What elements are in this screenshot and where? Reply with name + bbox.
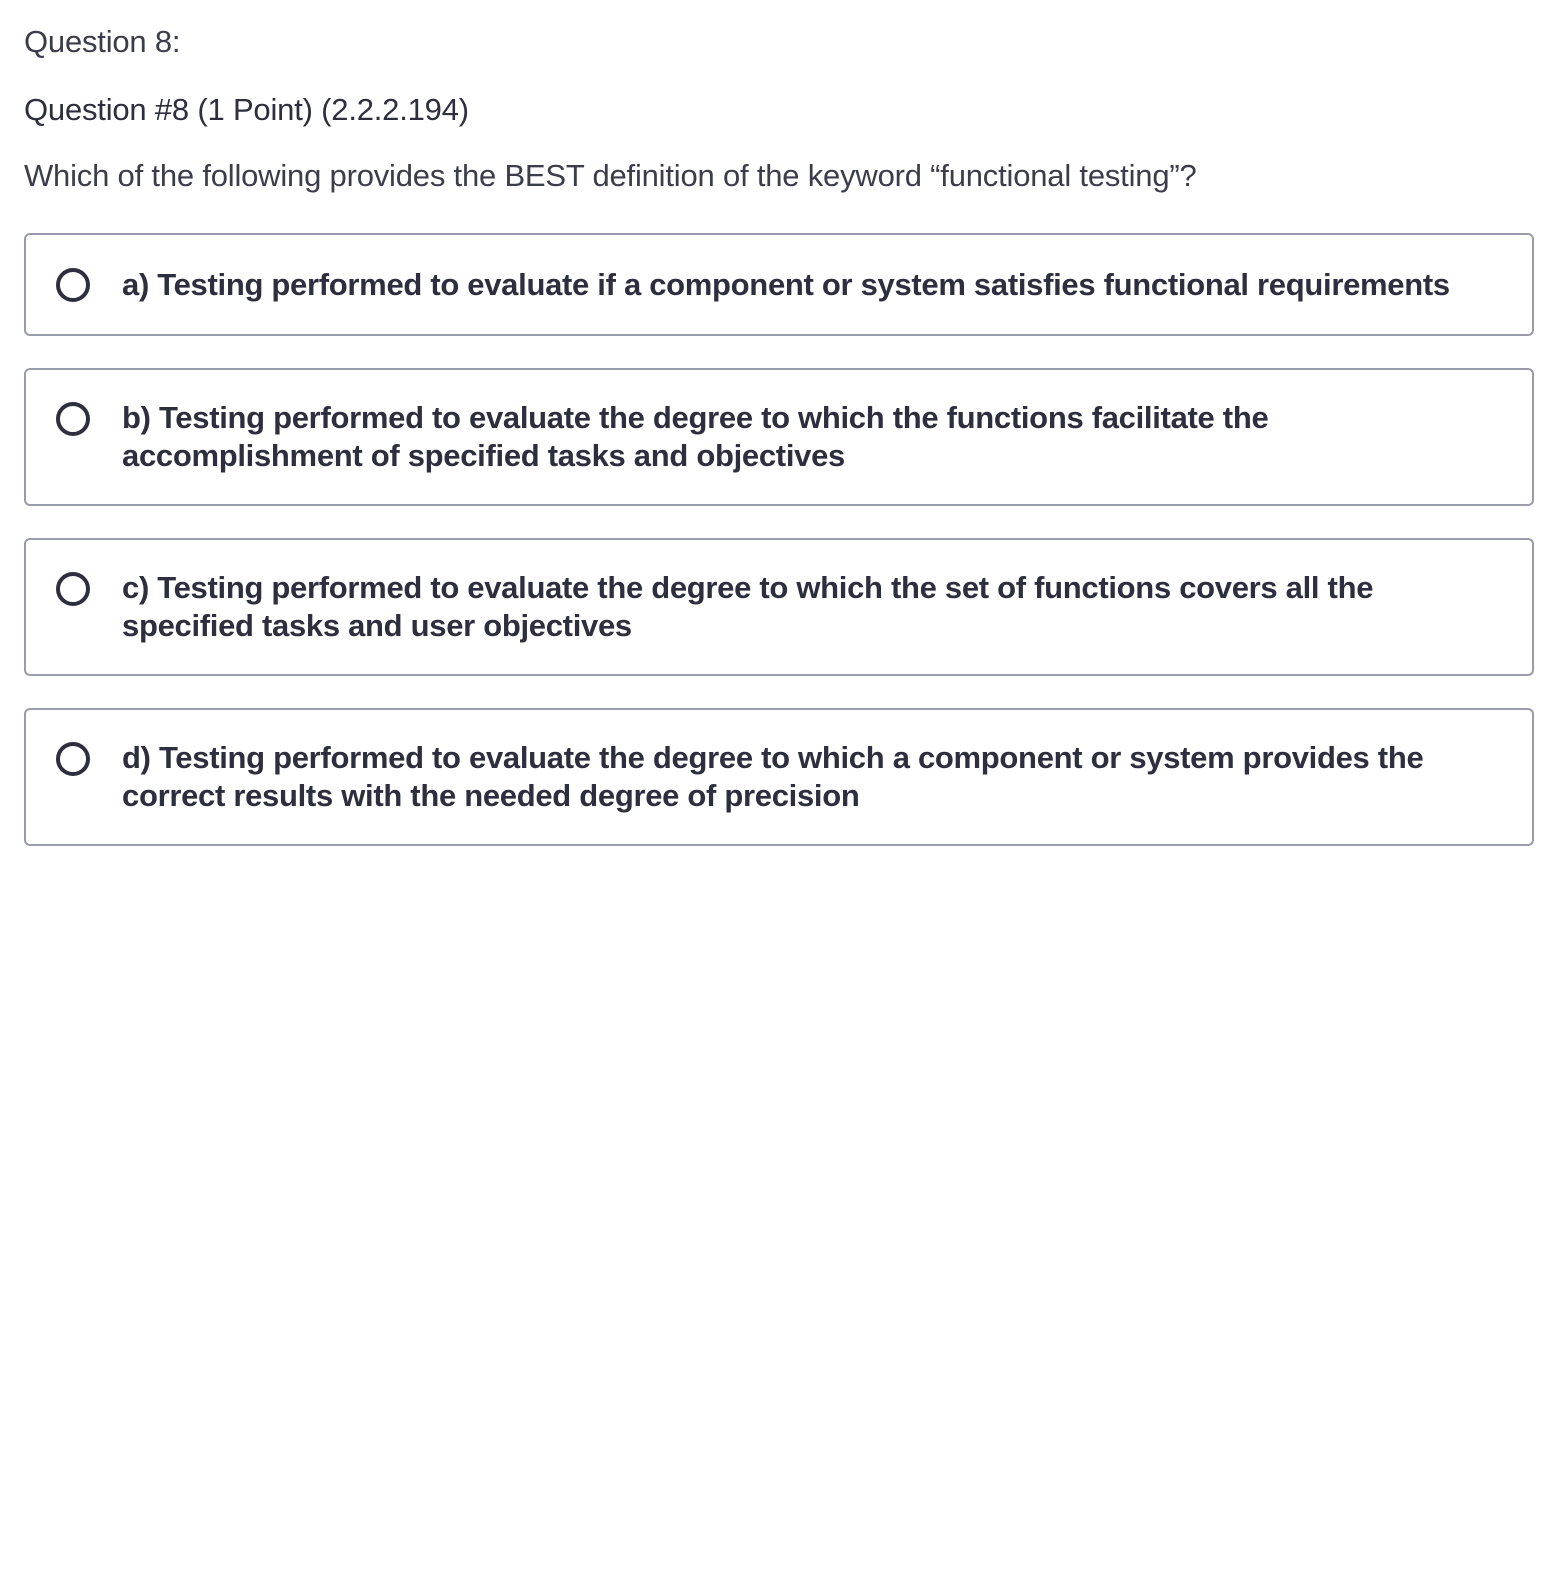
answer-option-d[interactable] bbox=[24, 708, 1534, 846]
radio-unselected-icon[interactable] bbox=[56, 742, 90, 776]
question-prompt: Which of the following provides the BEST definition of the keyword “functional testing”? bbox=[24, 158, 1197, 193]
answer-option-c[interactable] bbox=[24, 538, 1534, 676]
answer-option-a[interactable] bbox=[24, 233, 1534, 336]
answer-option-text: b) Testing performed to evaluate the degree to which the functions facilitate the accomplishment of specified tasks and objectives bbox=[122, 400, 1269, 473]
question-title: Question #8 (1 Point) (2.2.2.194) bbox=[24, 92, 469, 127]
answer-option-text: d) Testing performed to evaluate the degree to which a component or system provides the correct results with the needed degree of precision bbox=[122, 740, 1424, 813]
answer-option-b[interactable] bbox=[24, 368, 1534, 506]
answer-option-text: a) Testing performed to evaluate if a component or system satisfies functional requirements bbox=[122, 266, 1450, 302]
answer-options bbox=[24, 233, 1534, 878]
radio-unselected-icon[interactable] bbox=[56, 572, 90, 606]
answer-option-text: c) Testing performed to evaluate the degree to which the set of functions covers all the specified tasks and user objectives bbox=[122, 570, 1374, 643]
radio-unselected-icon[interactable] bbox=[56, 268, 90, 302]
question-number-label: Question 8: bbox=[24, 24, 181, 59]
radio-unselected-icon[interactable] bbox=[56, 402, 90, 436]
